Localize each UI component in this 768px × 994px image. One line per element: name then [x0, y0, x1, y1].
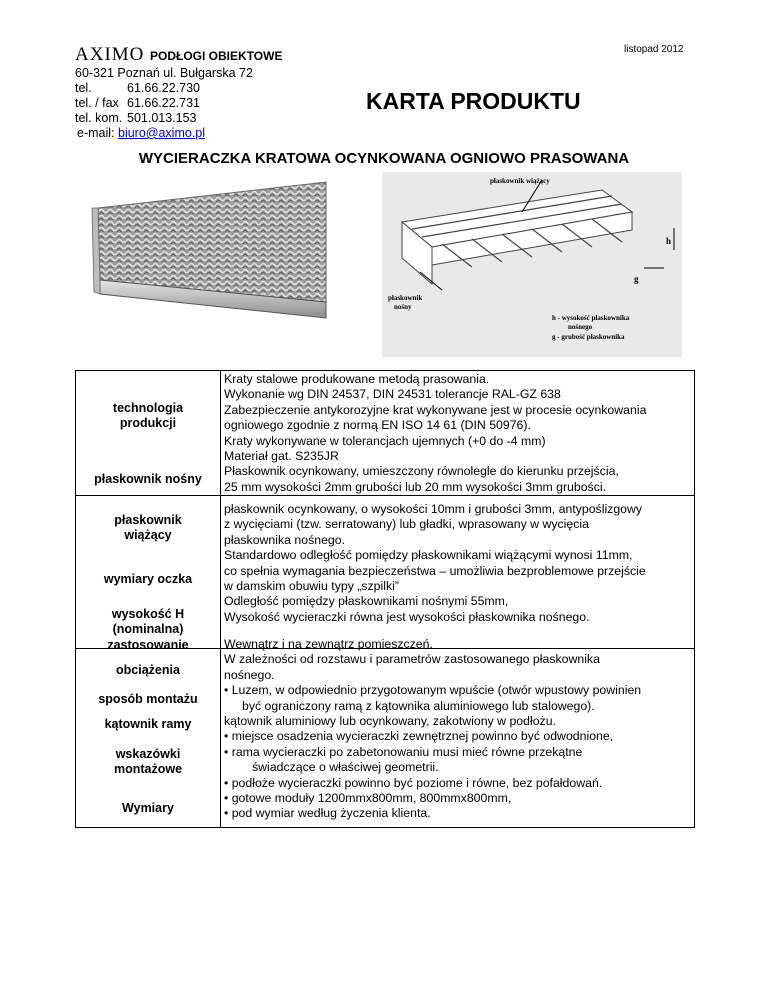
spec-line: płaskownik ocynkowany, o wysokości 10mm i grubości 3mm, antypoślizgowy: [224, 502, 643, 516]
label-application: zastosowanie: [107, 638, 189, 652]
label-technology: [76, 401, 220, 431]
contact-label: tel. / fax: [75, 96, 119, 110]
contact-value: 61.66.22.730: [127, 81, 200, 95]
label-load: obciążenia: [116, 663, 180, 677]
spec-line: nośnego.: [224, 667, 275, 682]
contact-value: 61.66.22.731: [127, 96, 200, 110]
contact-value: 501.013.153: [127, 111, 197, 125]
contact-label: tel. kom.: [75, 111, 123, 125]
label-height-line: wysokość H: [111, 607, 185, 621]
brand-logo-text: AXIMO: [75, 44, 145, 65]
label-mounting: sposób montażu: [98, 692, 198, 706]
email-link[interactable]: biuro@aximo.pl: [118, 126, 206, 140]
label-technology-line: technologia: [112, 401, 184, 415]
spec-table: [75, 370, 695, 828]
diagram-legend-h-2: nośnego: [568, 323, 593, 331]
spec-line: Płaskownik ocynkowany, umieszczony równolegle do kierunku przejścia,: [224, 464, 619, 479]
document-date: listopad 2012: [624, 44, 684, 55]
diagram-label-top: płaskownik wiążący: [490, 177, 550, 185]
spec-line: 25 mm wysokości 2mm grubości lub 20 mm wysokości 3mm grubości.: [224, 479, 606, 494]
spec-line: płaskownika nośnego.: [224, 532, 345, 547]
contact-email: [77, 126, 205, 141]
grating-diagram: [382, 172, 682, 357]
spec-line: Zabezpieczenie antykorozyjne krat wykonywane jest w procesie ocynkowania: [224, 402, 647, 417]
label-mesh-size: wymiary oczka: [103, 572, 193, 586]
spec-line: • podłoże wycieraczki powinno być poziome i równe, bez pofałdowań.: [224, 775, 603, 790]
spec-line: • rama wycieraczki po zabetonowaniu musi mieć równe przekątne: [224, 744, 583, 759]
spec-line: świadczące o właściwej geometrii.: [252, 760, 439, 775]
label-bearing-bar: płaskownik nośny: [94, 472, 202, 486]
spec-line: z wycięciami (tzw. serratowany) lub gładki, wprasowany w wycięcia: [224, 517, 589, 532]
spec-line: być ograniczony ramą z kątownika aluminiowego lub stalowego).: [242, 698, 595, 713]
spec-text-lower: [224, 637, 694, 822]
company-name: [75, 44, 282, 66]
contact-label: tel.: [75, 81, 92, 95]
product-title: WYCIERACZKA KRATOWA OCYNKOWANA OGNIOWO PRASOWANA: [138, 150, 630, 167]
label-installation-tips-line: wskazówki: [115, 747, 181, 761]
spec-line: Odległość pomiędzy płaskownikami nośnymi 55mm,: [224, 594, 509, 609]
label-dimensions: Wymiary: [122, 801, 174, 815]
spec-line: Materiał gat. S235JR: [224, 449, 339, 464]
table-column-divider: [220, 371, 221, 827]
contact-fax: [75, 96, 200, 111]
spec-line: • miejsce osadzenia wycieraczki zewnętrznej powinno być odwodnione,: [224, 729, 614, 744]
diagram-legend-g: g - grubość płaskownika: [552, 333, 625, 341]
spec-line: ogniowego zgodnie z normą EN ISO 14 61 (DIN 50976).: [224, 418, 531, 433]
label-cross-bar: [76, 513, 220, 543]
grating-photo: [90, 172, 332, 332]
spec-line: Kraty stalowe produkowane metodą prasowania.: [224, 372, 490, 386]
spec-text-middle: [224, 502, 694, 625]
spec-line: • Luzem, w odpowiednio przygotowanym wpuście (otwór wpustowy powinien: [224, 683, 642, 698]
spec-line: Wykonanie wg DIN 24537, DIN 24531 tolerancje RAL-GZ 638: [224, 387, 561, 402]
label-frame-angle: kątownik ramy: [104, 717, 192, 731]
diagram-legend-h: h - wysokość płaskownika: [552, 314, 630, 322]
spec-line: Wewnątrz i na zewnątrz pomieszczeń.: [224, 637, 433, 651]
spec-line: • gotowe moduły 1200mmx800mm, 800mmx800mm,: [224, 791, 512, 806]
contact-mobile: [75, 111, 197, 126]
label-cross-bar-line: wiążący: [124, 528, 172, 542]
spec-line: Wysokość wycieraczki równa jest wysokości płaskownika nośnego.: [224, 609, 590, 624]
email-label: e-mail:: [77, 126, 115, 140]
brand-subtitle: PODŁOGI OBIEKTOWE: [150, 49, 283, 63]
spec-line: kątownik aluminiowy lub ocynkowany, zakotwiony w podłożu.: [224, 714, 556, 729]
spec-line: • pod wymiar według życzenia klienta.: [224, 806, 431, 821]
spec-text-upper: [224, 372, 694, 495]
spec-line: Kraty wykonywane w tolerancjach ujemnych (+0 do -4 mm): [224, 433, 546, 448]
page-title: KARTA PRODUKTU: [366, 88, 581, 114]
diagram-label-bottom: płaskownik: [388, 294, 423, 302]
spec-line: Standardowo odległość pomiędzy płaskownikami wiążącymi wynosi 11mm,: [224, 548, 633, 563]
label-installation-tips: [76, 747, 220, 777]
diagram-label-bottom-2: nośny: [394, 303, 412, 311]
label-height-line: (nominalna): [112, 622, 184, 636]
spec-line: W zależności od rozstawu i parametrów zastosowanego płaskownika: [224, 652, 600, 667]
spec-line: w damskim obuwiu typy „szpilki”: [224, 579, 399, 594]
diagram-label-h: h: [666, 236, 672, 246]
label-installation-tips-line: montażowe: [113, 762, 183, 776]
spec-line: co spełnia wymagania bezpieczeństwa – umożliwia bezproblemowe przejście: [224, 563, 646, 578]
diagram-label-g: g: [634, 274, 639, 284]
company-address: 60-321 Poznań ul. Bułgarska 72: [75, 66, 253, 80]
label-height: [76, 607, 220, 637]
label-cross-bar-line: płaskownik: [114, 513, 182, 527]
contact-phone: [75, 81, 200, 96]
label-technology-line: produkcji: [119, 416, 177, 430]
